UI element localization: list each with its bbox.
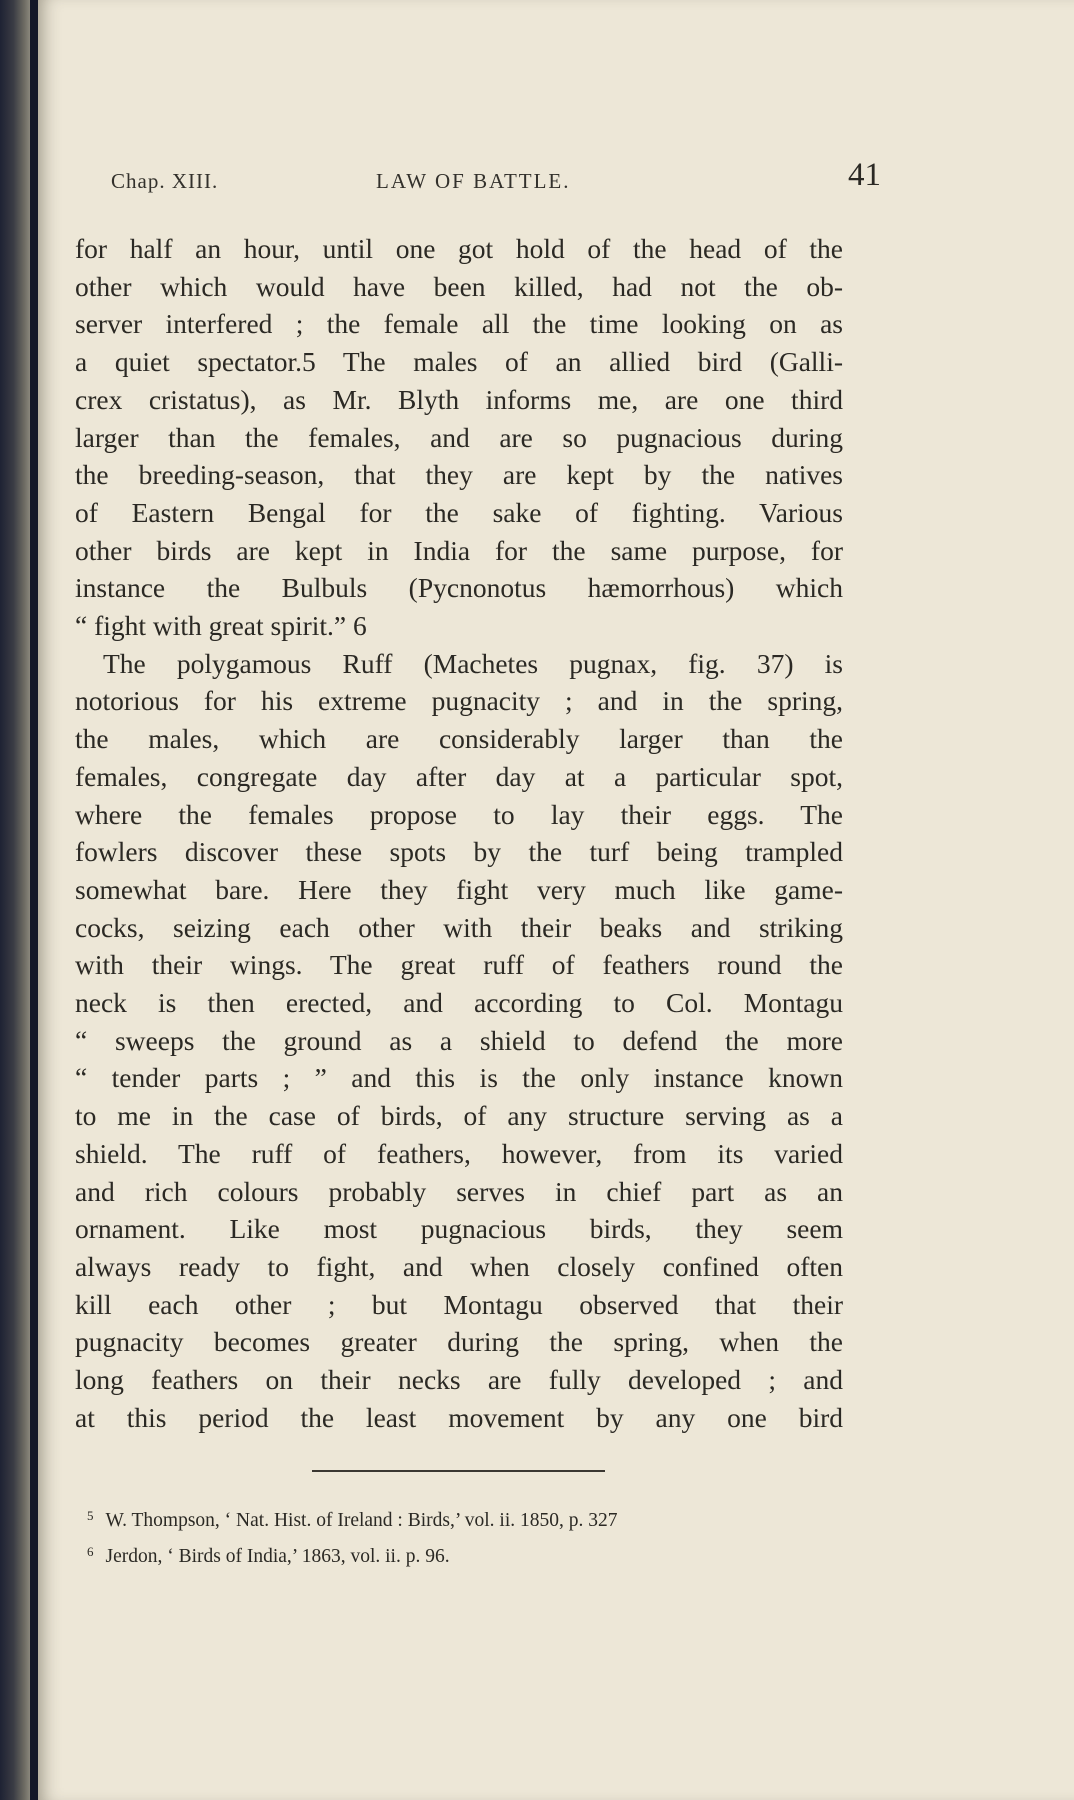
- body-line: fowlers discover these spots by the turf being trampled: [75, 836, 843, 868]
- footnotes: [75, 1500, 843, 1572]
- page-number: 41: [848, 157, 881, 193]
- body-line: other which would have been killed, had not the ob-: [75, 270, 843, 302]
- body-line: and rich colours probably serves in chief part as an: [75, 1175, 843, 1207]
- body-line: a quiet spectator.5 The males of an allied bird (Galli-: [75, 346, 843, 378]
- previous-page-edge: [0, 0, 30, 1800]
- body-line: cocks, seizing each other with their beaks and striking: [75, 911, 843, 943]
- footnote-text: W. Thompson, ‘ Nat. Hist. of Ireland : Birds,’ vol. ii. 1850, p. 327: [105, 1510, 618, 1531]
- footnote: [75, 1500, 843, 1536]
- body-line: “ tender parts ; ” and this is the only instance known: [75, 1062, 843, 1094]
- footnote-rule: [312, 1470, 605, 1472]
- footnote: [75, 1536, 843, 1572]
- chapter-label: Chap. XIII.: [111, 169, 219, 193]
- body-text: [75, 230, 843, 1437]
- body-line: always ready to fight, and when closely confined often: [75, 1250, 843, 1282]
- body-line: pugnacity becomes greater during the spring, when the: [75, 1326, 843, 1358]
- body-line: shield. The ruff of feathers, however, from its varied: [75, 1137, 843, 1169]
- body-line: server interfered ; the female all the time looking on as: [75, 308, 843, 340]
- body-line: of Eastern Bengal for the sake of fighting. Various: [75, 496, 843, 528]
- body-line: somewhat bare. Here they fight very much like game-: [75, 873, 843, 905]
- body-line: the males, which are considerably larger than the: [75, 723, 843, 755]
- body-line: females, congregate day after day at a particular spot,: [75, 760, 843, 792]
- body-line: “ sweeps the ground as a shield to defend the more: [75, 1024, 843, 1056]
- footnote-number: 5: [87, 1508, 94, 1523]
- body-line: neck is then erected, and according to Col. Montagu: [75, 987, 843, 1019]
- body-line: instance the Bulbuls (Pycnonotus hæmorrhous) which: [75, 572, 843, 604]
- body-line: notorious for his extreme pugnacity ; and in the spring,: [75, 685, 843, 717]
- body-line: for half an hour, until one got hold of the head of the: [75, 233, 843, 264]
- body-line: crex cristatus), as Mr. Blyth informs me, are one third: [75, 383, 843, 415]
- footnote-text: Jerdon, ‘ Birds of India,’ 1863, vol. ii. p. 96.: [105, 1546, 450, 1567]
- body-line: where the females propose to lay their eggs. The: [75, 798, 843, 830]
- body-line: kill each other ; but Montagu observed that their: [75, 1288, 843, 1320]
- body-line: with their wings. The great ruff of feathers round the: [75, 949, 843, 981]
- body-line: to me in the case of birds, of any structure serving as a: [75, 1100, 843, 1132]
- footnote-number: 6: [87, 1544, 94, 1559]
- body-line: “ fight with great spirit.” 6: [75, 610, 367, 642]
- body-line: larger than the females, and are so pugnacious during: [75, 421, 843, 453]
- body-line: The polygamous Ruff (Machetes pugnax, fig. 37) is: [103, 647, 843, 679]
- body-line: at this period the least movement by any one bird: [75, 1401, 843, 1433]
- body-line: the breeding-season, that they are kept by the natives: [75, 459, 843, 491]
- running-header: [111, 157, 881, 203]
- body-line: other birds are kept in India for the same purpose, for: [75, 534, 843, 566]
- body-line: ornament. Like most pugnacious birds, they seem: [75, 1213, 843, 1245]
- running-title: LAW OF BATTLE.: [376, 169, 571, 193]
- body-line: long feathers on their necks are fully developed ; and: [75, 1364, 843, 1396]
